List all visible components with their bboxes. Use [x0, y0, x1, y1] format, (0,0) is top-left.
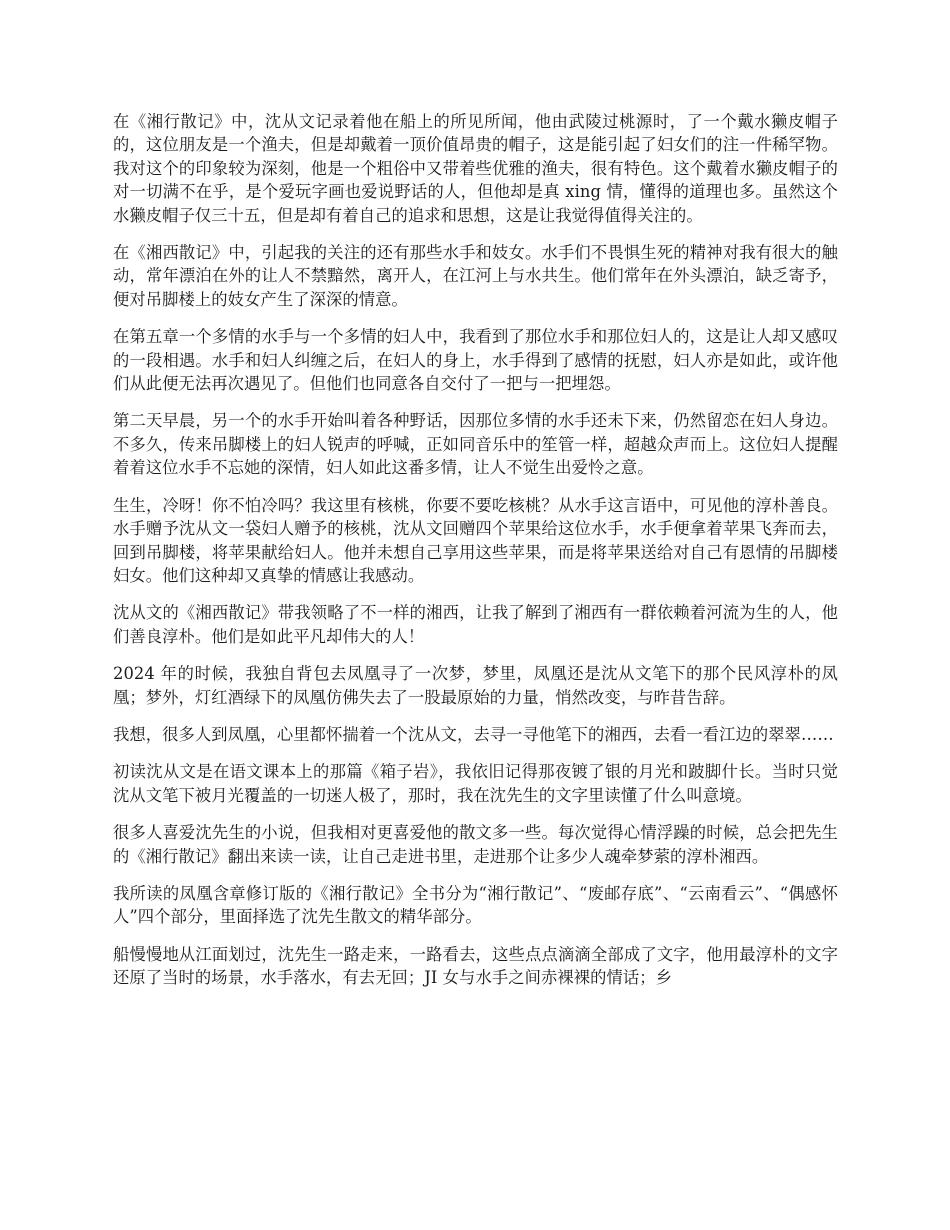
- paragraph-4: 第二天早晨，另一个的水手开始叫着各种野话，因那位多情的水手还未下来，仍然留恋在妇人身边。不多久，传来吊脚楼上的妇人锐声的呼喊，正如同音乐中的笙管一样，超越众声而上。这位妇人提醒着着这位水手不忘她的深情，妇人如此这番多情，让人不觉生出爱怜之意。: [113, 411, 838, 478]
- paragraph-12: 船慢慢地从江面划过，沈先生一路走来，一路看去，这些点点滴滴全部成了文字，他用最淳朴的文字还原了当时的场景，水手落水，有去无回；JI 女与水手之间赤裸裸的情话；乡: [113, 944, 838, 988]
- paragraph-2: 在《湘西散记》中，引起我的关注的还有那些水手和妓女。水手们不畏惧生死的精神对我有很大的触动，常年漂泊在外的让人不禁黯然，离开人，在江河上与水共生。他们常年在外头漂泊，缺乏寄予，便对吊脚楼上的妓女产生了深深的情意。: [113, 243, 838, 309]
- paragraph-1: 在《湘行散记》中，沈从文记录着他在船上的所见所闻，他由武陵过桃源时，了一个戴水獭皮帽子的，这位朋友是一个渔夫，但是却戴着一顶价值昂贵的帽子，这是能引起了妇女们的注一件稀罕物。我对这个的印象较为深刻，他是一个粗俗中又带着些优雅的渔夫，很有特色。这个戴着水獭皮帽子的对一切满不在乎，是个爱玩字画也爱说野话的人，但他却是真 xing 情，懂得的道理也多。虽然这个水獭皮帽子仅三十五，但是却有着自己的追求和思想，这是让我觉得值得关注的。: [113, 112, 838, 225]
- paragraph-5: 生生，冷呀！你不怕冷吗？我这里有核桃，你要不要吃核桃？从水手这言语中，可见他的淳朴善良。水手赠予沈从文一袋妇人赠予的核桃，沈从文回赠四个苹果给这位水手，水手便拿着苹果飞奔而去，回到吊脚楼，将苹果献给妇人。他并未想自己享用这些苹果，而是将苹果送给对自己有恩情的吊脚楼妇女。他们这种却又真挚的情感让我感动。: [113, 495, 838, 585]
- paragraph-7: 2024 年的时候，我独自背包去凤凰寻了一次梦，梦里，凤凰还是沈从文笔下的那个民风淳朴的凤凰；梦外，灯红酒绿下的凤凰仿佛失去了一股最原始的力量，悄然改变，与昨昔告辞。: [113, 664, 838, 707]
- paragraph-9: 初读沈从文是在语文课本上的那篇《箱子岩》，我依旧记得那夜镀了银的月光和跛脚什长。当时只觉沈从文笔下被月光覆盖的一切迷人极了，那时，我在沈先生的文字里读懂了什么叫意境。: [113, 762, 838, 805]
- paragraph-8: 我想，很多人到凤凰，心里都怀揣着一个沈从文，去寻一寻他笔下的湘西，去看一看江边的翠翠……: [113, 724, 834, 744]
- paragraph-6: 沈从文的《湘西散记》带我领略了不一样的湘西，让我了解到了湘西有一群依赖着河流为生的人，他们善良淳朴。他们是如此平凡却伟大的人！: [113, 603, 838, 646]
- paragraph-10: 很多人喜爱沈先生的小说，但我相对更喜爱他的散文多一些。每次觉得心情浮躁的时候，总会把先生的《湘行散记》翻出来读一读，让自己走进书里，走进那个让多少人魂牵梦萦的淳朴湘西。: [113, 823, 838, 866]
- paragraph-3: 在第五章一个多情的水手与一个多情的妇人中，我看到了那位水手和那位妇人的，这是让人却又感叹的一段相遇。水手和妇人纠缠之后，在妇人的身上，水手得到了感情的抚慰，妇人亦是如此，或许他们从此便无法再次遇见了。但他们也同意各自交付了一把与一把埋怨。: [113, 327, 838, 394]
- paragraph-11: 我所读的凤凰含章修订版的《湘行散记》全书分为“湘行散记”、“废邮存底”、“云南看云”、“偶感怀人”四个部分，里面择选了沈先生散文的精华部分。: [113, 883, 838, 927]
